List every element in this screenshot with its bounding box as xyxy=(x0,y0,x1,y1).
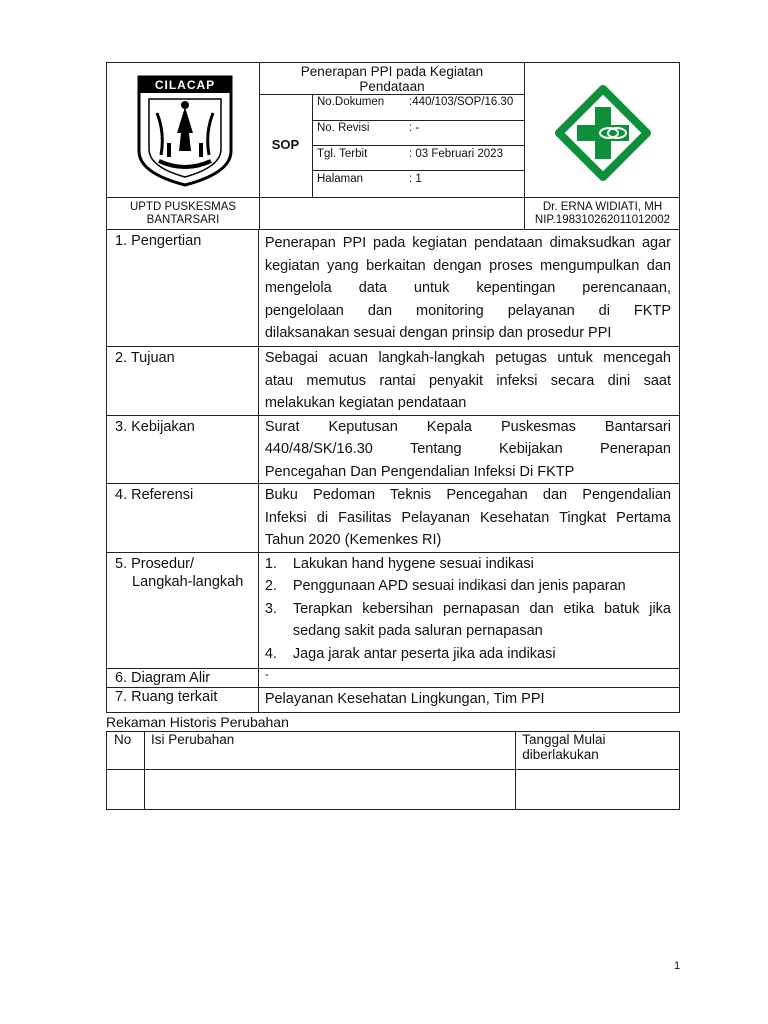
page-number: 1 xyxy=(674,960,681,972)
row-diagram xyxy=(107,668,680,687)
sop-content-table xyxy=(106,229,680,713)
meta-rev-label: No. Revisi xyxy=(317,122,370,134)
step-item: 4. Jaga jarak antar peserta jika ada indikasi xyxy=(264,645,556,662)
row-referensi: 4. Referensi Buku Pedoman Teknis Pencegahan dan Pengendalian Infeksi di Fasilitas Pelayanan Kesehatan Tingkat Pertama Tahun 2020 (Kemenkes RI) xyxy=(107,484,680,553)
org-name: UPTD PUSKESMAS BANTARSARI xyxy=(129,201,237,226)
history-title: Rekaman Historis Perubahan xyxy=(106,714,289,730)
label-diagram: 6. Diagram Alir xyxy=(115,669,211,686)
label-referensi: 4. Referensi xyxy=(115,487,194,503)
history-col-tgl: Tanggal Mulai diberlakukan xyxy=(516,732,680,770)
diagram-value: - xyxy=(264,668,269,681)
row-prosedur xyxy=(107,552,680,668)
history-table xyxy=(106,731,680,810)
history-col-no: No xyxy=(107,732,145,770)
step-item: 1. Lakukan hand hygene sesuai indikasi xyxy=(264,555,534,572)
history-header-row xyxy=(107,732,680,770)
procedure-steps xyxy=(265,553,671,666)
history-empty-row xyxy=(107,770,680,810)
label-prosedur: 5. Prosedur/ Langkah-langkah xyxy=(115,555,244,590)
label-ruang: 7. Ruang terkait xyxy=(115,688,218,705)
row-kebijakan: 3. Kebijakan Surat Keputusan Kepala Puskesmas Bantarsari 440/48/SK/16.30 Tentang Kebijakan Penerapan Pencegahan Dan Pengendalian Infeksi Di FKTP xyxy=(107,415,680,484)
meta-rev-value: : - xyxy=(409,122,420,134)
puskesmas-logo xyxy=(555,85,651,181)
document-title: Penerapan PPI pada Kegiatan Pendataan xyxy=(300,64,484,94)
sop-label: SOP xyxy=(271,137,300,152)
meta-date-label: Tgl. Terbit xyxy=(317,148,368,160)
label-pengertian: 1. Pengertian xyxy=(115,233,202,249)
row-tujuan: 2. Tujuan Sebagai acuan langkah-langkah petugas untuk mencegah atau memutus rantai penyakit infeksi secara dini saat melakukan kegiatan pendataan xyxy=(107,347,680,416)
history-col-isi: Isi Perubahan xyxy=(144,732,515,770)
step-item: 2. Penggunaan APD sesuai indikasi dan jenis paparan xyxy=(264,578,626,594)
row-pengertian: 1. Pengertian Penerapan PPI pada kegiatan pendataan dimaksudkan agar kegiatan yang berkaitan dengan proses mengumpulkan dan mengelola data untuk kepentingan perencanaan, pengelolaan dan monitoring pelayanan di FKTP dilaksanakan sesuai dengan prinsip dan prosedur PPI xyxy=(107,230,680,347)
row-ruang xyxy=(107,687,680,712)
sop-header xyxy=(106,62,680,230)
meta-doc-label: No.Dokumen xyxy=(317,96,385,108)
meta-page-label: Halaman xyxy=(317,173,364,185)
meta-date-value: : 03 Februari 2023 xyxy=(409,148,503,160)
ruang-value: Pelayanan Kesehatan Lingkungan, Tim PPI xyxy=(264,690,545,707)
label-tujuan: 2. Tujuan xyxy=(115,350,175,366)
cilacap-logo xyxy=(135,73,235,188)
meta-doc-value: :440/103/SOP/16.30 xyxy=(409,96,514,108)
cilacap-logo-text: CILACAP xyxy=(154,78,216,92)
signer: Dr. ERNA WIDIATI, MH NIP.198310262011012002 xyxy=(534,201,671,226)
label-kebijakan: 3. Kebijakan xyxy=(115,418,195,435)
meta-page-value: : 1 xyxy=(409,173,422,185)
step-item: 3. Terapkan kebersihan pernapasan dan etika batuk jika sedang sakit pada saluran pernapasan xyxy=(264,600,671,639)
